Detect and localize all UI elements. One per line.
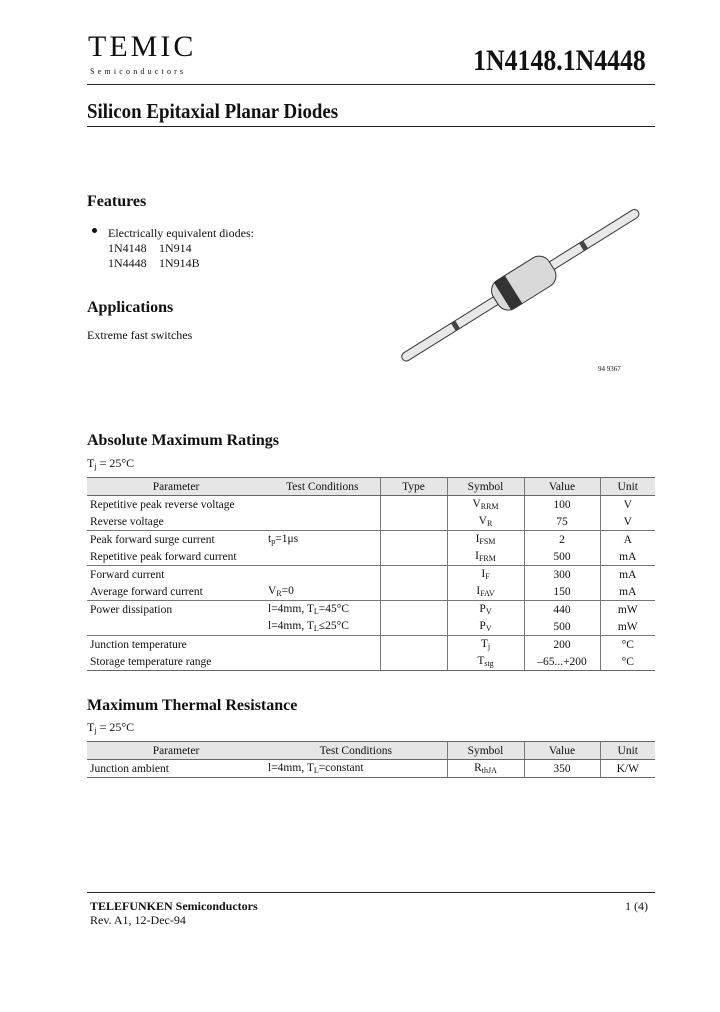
col-header-symbol: Symbol xyxy=(447,742,524,760)
cell-test-conditions xyxy=(265,636,380,654)
abs-max-table xyxy=(87,477,655,671)
thermal-condition xyxy=(87,720,134,735)
condition-rest: =1μs xyxy=(275,533,299,545)
cell-unit: A xyxy=(600,531,655,549)
cell-test-conditions xyxy=(265,531,380,549)
table-row xyxy=(87,548,655,566)
symbol-text: I xyxy=(476,585,481,597)
cell-value: 300 xyxy=(524,566,600,584)
cell-value: 500 xyxy=(524,548,600,566)
table-header-row xyxy=(87,478,655,496)
cell-parameter: Storage temperature range xyxy=(87,653,265,671)
cell-symbol xyxy=(447,601,524,619)
cell-unit: K/W xyxy=(600,760,655,778)
condition-subscript: p xyxy=(271,537,276,546)
figure-code: 94 9367 xyxy=(598,365,621,373)
cell-test-conditions xyxy=(265,583,380,601)
cell-type xyxy=(380,496,447,514)
cell-unit: V xyxy=(600,513,655,531)
cell-value: 2 xyxy=(524,531,600,549)
cell-type xyxy=(380,636,447,654)
bullet-icon xyxy=(92,228,97,233)
table-row xyxy=(87,531,655,549)
condition-subscript: R xyxy=(276,589,282,598)
cell-symbol xyxy=(447,531,524,549)
feature-pair-1-b: 1N914 xyxy=(159,241,192,255)
cell-test-conditions xyxy=(265,601,380,619)
condition-text: l=4mm, T xyxy=(268,603,314,615)
cell-unit: °C xyxy=(600,653,655,671)
condition-symbol: T xyxy=(87,720,95,734)
cell-unit: mW xyxy=(600,601,655,619)
cell-test-conditions xyxy=(265,653,380,671)
table-header-row xyxy=(87,742,655,760)
cell-unit: mA xyxy=(600,548,655,566)
condition-text: t xyxy=(268,533,272,545)
cell-symbol xyxy=(447,653,524,671)
symbol-text: V xyxy=(472,498,481,510)
col-header-test-conditions: Test Conditions xyxy=(265,742,447,760)
cell-symbol xyxy=(447,566,524,584)
brand-subtitle: Semiconductors xyxy=(90,67,187,76)
symbol-subscript: stg xyxy=(484,659,494,668)
abs-max-condition xyxy=(87,456,134,471)
condition-value: = 25°C xyxy=(96,720,135,734)
symbol-subscript: FRM xyxy=(478,554,496,563)
cell-symbol xyxy=(447,618,524,636)
condition-value: = 25°C xyxy=(96,456,135,470)
cell-type xyxy=(380,513,447,531)
symbol-text: I xyxy=(475,550,479,562)
cell-parameter xyxy=(87,618,265,636)
symbol-subscript: R xyxy=(486,519,493,528)
features-heading: Features xyxy=(87,193,147,210)
cell-symbol xyxy=(447,583,524,601)
feature-pair-2-b: 1N914B xyxy=(159,256,200,270)
cell-symbol xyxy=(447,513,524,531)
condition-subscript: j xyxy=(94,726,97,735)
page-title: Silicon Epitaxial Planar Diodes xyxy=(87,99,339,123)
cell-value: 75 xyxy=(524,513,600,531)
cell-unit: mW xyxy=(600,618,655,636)
cell-test-conditions xyxy=(265,760,447,778)
symbol-text: T xyxy=(477,655,485,667)
table-row xyxy=(87,601,655,619)
table-row xyxy=(87,653,655,671)
col-header-type: Type xyxy=(380,478,447,496)
cell-value: 200 xyxy=(524,636,600,654)
thermal-heading: Maximum Thermal Resistance xyxy=(87,697,298,714)
col-header-parameter: Parameter xyxy=(87,742,265,760)
condition-text: V xyxy=(268,585,277,597)
symbol-subscript: FAV xyxy=(480,589,495,598)
cell-type xyxy=(380,531,447,549)
table-row xyxy=(87,760,655,778)
abs-max-heading: Absolute Maximum Ratings xyxy=(87,432,280,449)
symbol-subscript: FSM xyxy=(479,537,496,546)
cell-type xyxy=(380,653,447,671)
cell-unit: mA xyxy=(600,583,655,601)
table-row xyxy=(87,566,655,584)
table-row xyxy=(87,496,655,514)
feature-pair-2-a: 1N4448 xyxy=(108,256,147,270)
condition-symbol: T xyxy=(87,456,95,470)
condition-rest: ≤25°C xyxy=(318,620,349,632)
table-row xyxy=(87,636,655,654)
cell-parameter: Average forward current xyxy=(90,585,203,598)
condition-subscript: j xyxy=(94,462,97,471)
table-row xyxy=(87,583,655,601)
condition-subscript: L xyxy=(313,766,319,775)
symbol-subscript: RRM xyxy=(480,502,499,511)
cell-type xyxy=(380,548,447,566)
symbol-text: P xyxy=(479,603,486,615)
applications-text: Extreme fast switches xyxy=(87,328,193,342)
cell-value: 350 xyxy=(524,760,600,778)
col-header-test-conditions: Test Conditions xyxy=(265,478,380,496)
cell-type xyxy=(380,601,447,619)
symbol-subscript: V xyxy=(485,624,492,633)
cell-symbol xyxy=(447,760,524,778)
cell-unit: °C xyxy=(600,636,655,654)
applications-heading: Applications xyxy=(87,299,174,316)
col-header-value: Value xyxy=(524,742,600,760)
cell-unit: V xyxy=(600,496,655,514)
brand-logo: TEMIC xyxy=(88,30,197,63)
table-row xyxy=(87,513,655,531)
symbol-subscript: F xyxy=(485,572,490,581)
features-bullet-text: Electrically equivalent diodes: xyxy=(108,226,254,240)
symbol-text: I xyxy=(475,533,480,545)
cell-parameter: Repetitive peak forward current xyxy=(90,550,237,563)
cell-type xyxy=(380,618,447,636)
feature-pair-1-a: 1N4148 xyxy=(108,241,147,255)
cell-symbol xyxy=(447,496,524,514)
footer-rule xyxy=(87,892,655,893)
cell-parameter: Forward current xyxy=(87,566,265,584)
cell-symbol xyxy=(447,548,524,566)
condition-subscript: L xyxy=(313,607,319,616)
col-header-symbol: Symbol xyxy=(447,478,524,496)
cell-test-conditions xyxy=(265,513,380,531)
cell-value: 500 xyxy=(524,618,600,636)
symbol-text: P xyxy=(479,620,486,632)
header-rule xyxy=(87,84,655,85)
cell-test-conditions xyxy=(265,548,380,566)
part-number: 1N4148.1N4448 xyxy=(473,44,646,77)
condition-rest: =0 xyxy=(281,585,294,597)
title-rule xyxy=(87,126,655,127)
footer-page-number: 1 (4) xyxy=(625,899,648,913)
symbol-subscript: V xyxy=(485,607,492,616)
symbol-subscript: thJA xyxy=(481,766,497,775)
col-header-unit: Unit xyxy=(600,478,655,496)
cell-parameter: Reverse voltage xyxy=(90,515,164,528)
cell-type xyxy=(380,583,447,601)
cell-unit: mA xyxy=(600,566,655,584)
cell-parameter: Repetitive peak reverse voltage xyxy=(90,498,235,511)
condition-subscript: L xyxy=(313,624,319,633)
cell-value: 440 xyxy=(524,601,600,619)
condition-text: l=4mm, T xyxy=(268,762,314,774)
symbol-text: V xyxy=(478,515,487,527)
thermal-table xyxy=(87,741,655,778)
table-row xyxy=(87,618,655,636)
condition-rest: =constant xyxy=(318,762,364,774)
col-header-value: Value xyxy=(524,478,600,496)
symbol-text: R xyxy=(474,762,482,774)
cell-test-conditions xyxy=(265,496,380,514)
cell-value: 100 xyxy=(524,496,600,514)
symbol-text: I xyxy=(481,568,486,580)
cell-symbol xyxy=(447,636,524,654)
cell-value: –65...+200 xyxy=(524,653,600,671)
symbol-text: T xyxy=(480,638,488,650)
cell-parameter: Junction temperature xyxy=(87,636,265,654)
cell-type xyxy=(380,566,447,584)
cell-test-conditions xyxy=(265,618,380,636)
cell-test-conditions xyxy=(265,566,380,584)
col-header-parameter: Parameter xyxy=(87,478,265,496)
cell-value: 150 xyxy=(524,583,600,601)
condition-text: l=4mm, T xyxy=(268,620,314,632)
footer-company: TELEFUNKEN Semiconductors xyxy=(90,899,258,913)
diode-package-illustration xyxy=(380,196,665,376)
col-header-unit: Unit xyxy=(600,742,655,760)
footer-revision: Rev. A1, 12-Dec-94 xyxy=(90,913,186,927)
cell-parameter: Power dissipation xyxy=(87,601,265,619)
symbol-subscript: j xyxy=(487,642,491,651)
cell-parameter: Peak forward surge current xyxy=(87,531,265,549)
condition-rest: =45°C xyxy=(318,603,350,615)
cell-parameter: Junction ambient xyxy=(87,760,265,778)
